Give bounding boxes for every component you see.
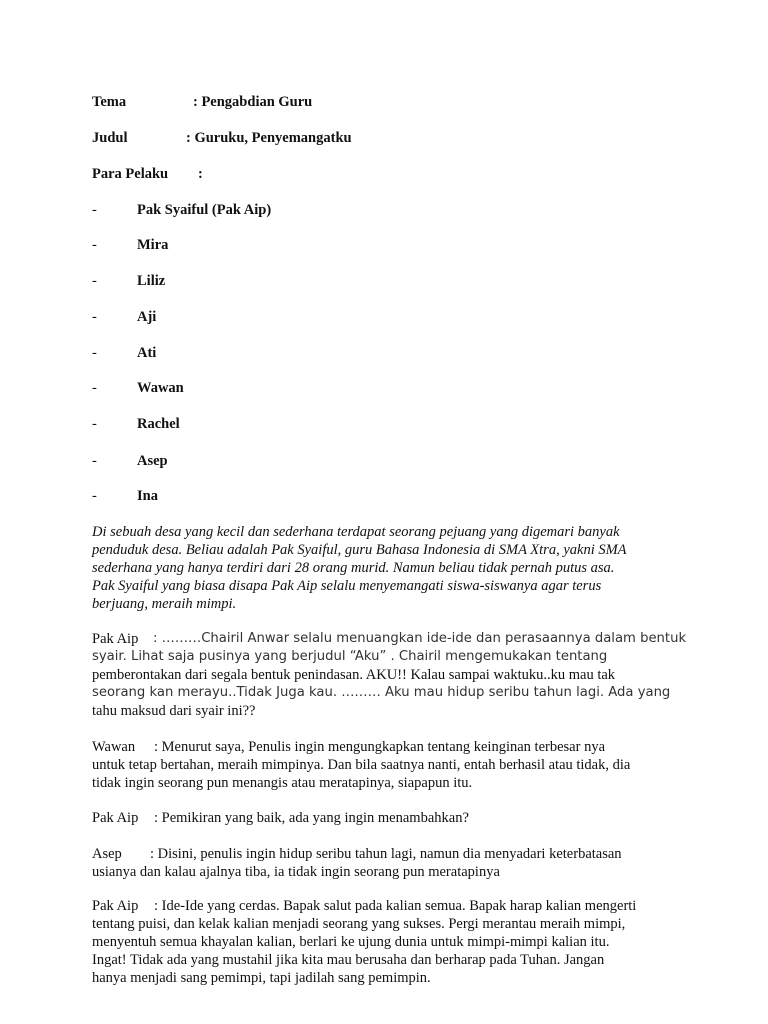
dialogue-line: seorang kan merayu..Tidak Juga kau. ……… Aku mau hidup seribu tahun lagi. Ada yang <box>92 685 671 700</box>
tema-value: : Pengabdian Guru <box>193 94 313 110</box>
dialogue-first-line <box>150 845 690 863</box>
cast-name: Liliz <box>137 273 166 289</box>
dialogue-line: Ingat! Tidak ada yang mustahil jika kita mau berusaha dan berharap pada Tuhan. Jangan <box>92 952 605 968</box>
cast-name: Wawan <box>137 380 184 396</box>
dialogue-continuation <box>92 915 682 987</box>
cast-dash: - <box>92 453 97 469</box>
dialogue-line: usianya dan kalau ajalnya tiba, ia tidak ingin seorang pun meratapinya <box>92 864 500 880</box>
dialogue-line: pemberontakan dari segala bentuk penindasan. AKU!! Kalau sampai waktuku..ku mau tak <box>92 667 616 683</box>
narration-line: Di sebuah desa yang kecil dan sederhana terdapat seorang pejuang yang digemari banyak <box>92 524 620 540</box>
cast-name: Rachel <box>137 416 180 432</box>
cast-name: Mira <box>137 237 169 253</box>
dialogue-continuation <box>92 863 682 881</box>
cast-dash: - <box>92 309 97 325</box>
cast-name: Asep <box>137 453 168 469</box>
dialogue-first-line <box>154 738 694 756</box>
dialogue-first-line <box>154 809 694 827</box>
narration-line: sederhana yang hanya terdiri dari 28 orang murid. Namun beliau tidak pernah putus asa. <box>92 560 615 576</box>
dialogue-line: untuk tetap bertahan, meraih mimpinya. Dan bila saatnya nanti, entah berhasil atau tidak, dia <box>92 757 631 773</box>
dialogue-line: hanya menjadi sang pemimpi, tapi jadilah sang pemimpin. <box>92 970 431 986</box>
pelaku-label: Para Pelaku <box>92 166 169 182</box>
dialogue-line: : ………Chairil Anwar selalu menuangkan ide-ide dan perasaannya dalam bentuk <box>153 631 687 646</box>
cast-name: Aji <box>137 309 157 325</box>
narration-paragraph <box>92 523 682 613</box>
cast-name: Pak Syaiful (Pak Aip) <box>137 202 272 218</box>
cast-name: Ati <box>137 345 157 361</box>
narration-line: Pak Syaiful yang biasa disapa Pak Aip selalu menyemangati siswa-siswanya agar terus <box>92 578 602 594</box>
speaker-name: Pak Aip <box>92 631 139 647</box>
dialogue-first-line <box>153 630 693 648</box>
dialogue-continuation <box>92 756 682 792</box>
cast-dash: - <box>92 380 97 396</box>
dialogue-line: tentang puisi, dan kelak kalian menjadi seorang yang sukses. Pergi merantau meraih mimpi, <box>92 916 626 932</box>
cast-dash: - <box>92 345 97 361</box>
dialogue-line: : Menurut saya, Penulis ingin mengungkapkan tentang keinginan terbesar nya <box>154 739 606 755</box>
dialogue-line: menyentuh semua khayalan kalian, berlari ke ujung dunia untuk mimpi-mimpi kalian itu. <box>92 934 610 950</box>
speaker-name: Wawan <box>92 739 136 755</box>
dialogue-line: : Ide-Ide yang cerdas. Bapak salut pada kalian semua. Bapak harap kalian mengerti <box>154 898 637 914</box>
cast-dash: - <box>92 416 97 432</box>
dialogue-line: tidak ingin seorang pun menangis atau meratapinya, siapapun itu. <box>92 775 473 791</box>
judul-value: : Guruku, Penyemangatku <box>186 130 352 146</box>
tema-label: Tema <box>92 94 127 110</box>
dialogue-line: syair. Lihat saja pusinya yang berjudul “Aku” . Chairil mengemukakan tentang <box>92 649 608 664</box>
cast-dash: - <box>92 273 97 289</box>
narration-line: penduduk desa. Beliau adalah Pak Syaiful, guru Bahasa Indonesia di SMA Xtra, yakni SMA <box>92 542 627 558</box>
dialogue-first-line <box>154 897 694 915</box>
narration-line: berjuang, meraih mimpi. <box>92 596 237 612</box>
speaker-name: Pak Aip <box>92 898 139 914</box>
dialogue-line: : Disini, penulis ingin hidup seribu tahun lagi, namun dia menyadari keterbatasan <box>150 846 622 862</box>
speaker-name: Asep <box>92 846 122 862</box>
pelaku-colon: : <box>198 166 203 182</box>
cast-dash: - <box>92 202 97 218</box>
cast-name: Ina <box>137 488 158 504</box>
cast-dash: - <box>92 488 97 504</box>
cast-dash: - <box>92 237 97 253</box>
speaker-name: Pak Aip <box>92 810 139 826</box>
judul-label: Judul <box>92 130 128 146</box>
dialogue-line: : Pemikiran yang baik, ada yang ingin menambahkan? <box>154 810 469 826</box>
dialogue-continuation <box>92 648 682 720</box>
dialogue-line: tahu maksud dari syair ini?? <box>92 703 256 719</box>
